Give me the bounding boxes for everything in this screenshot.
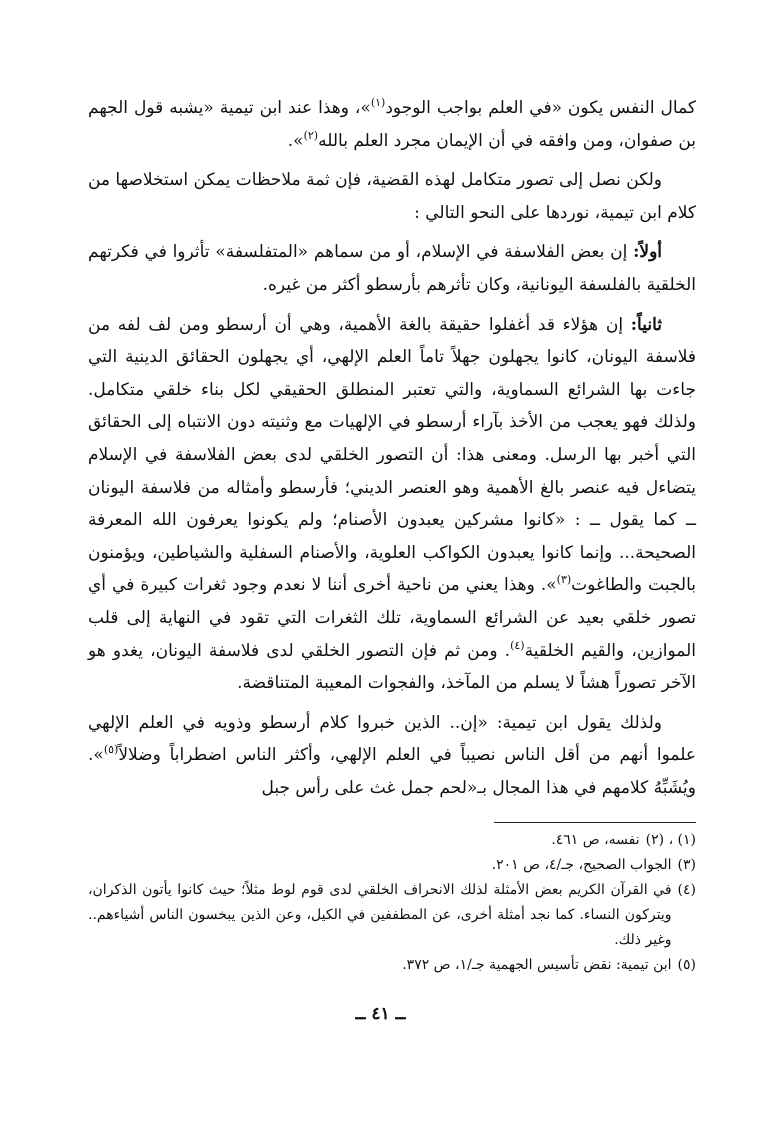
footnote	[88, 828, 696, 853]
footnote-separator	[494, 822, 696, 823]
footnote	[88, 953, 696, 978]
paragraph-text: كمال النفس يكون «في العلم بواجب الوجود	[385, 98, 697, 118]
footnote-marker: (٣)	[556, 573, 572, 587]
footnote-number: (٣)	[677, 857, 696, 873]
paragraph	[88, 164, 696, 229]
footnote-number: (١) ، (٢)	[645, 832, 696, 848]
paragraph-text: ولكن نصل إلى تصور متكامل لهذه القضية، فإن ثمة ملاحظات يمكن استخلاصها من كلام ابن تيمية، نوردها على النحو التالي :	[87, 170, 696, 223]
paragraph	[88, 707, 696, 805]
footnote-marker: (٢)	[303, 128, 319, 142]
paragraph	[88, 309, 696, 700]
footnote	[88, 853, 696, 878]
paragraph-text: ». وهذا يعني من ناحية أخرى أننا لا نعدم وجود ثغرات كبيرة في أي تصور خلقي بعيد عن الشرائع السماوية، تلك الثغرات التي تقود في النهاية إلى قلب الموازين، والقيم الخلقية	[88, 575, 696, 661]
paragraph-text: إن هؤلاء قد أغفلوا حقيقة بالغة الأهمية، وهي أن أرسطو ومن لف لفه من فلاسفة اليونان، كانوا يجهلون جهلاً تاماً العلم الإلهي، أي يجهلون الحقائق الدينية التي جاءت بها الشرائع السماوية، والتي تعتبر المنطلق الحقيقي لكل بناء خلقي متكامل. ولذلك فهو يعجب من الأخذ بآراء أرسطو في الإلهيات مع وثنيته دون الانتباه إلى الحقائق التي أخبر بها الرسل. ومعنى هذا: أن التصور الخلقي لدى بعض الفلاسفة في الإسلام يتضاءل فيه عنصر بالغ الأهمية وهو العنصر الديني؛ فأرسطو وأمثاله من فلاسفة اليونان ــ كما يقول ــ : «كانوا مشركين يعبدون الأصنام؛ ولم يكونوا يعرفون الله المعرفة الصحيحة... وإنما كانوا يعبدون الكواكب العلوية، والأصنام السفلية والشياطين، ويؤمنون بالجبت والطاغوت	[88, 314, 696, 596]
footnote-marker: (١)	[370, 96, 386, 109]
footnote-marker: (٥)	[103, 743, 119, 757]
paragraph-text: ». ويُشَبِّهُ كلامهم في هذا المجال بـ«لحم جمل غث على رأس جبل	[88, 745, 696, 798]
paragraph-text: »، وهذا عند ابن تيمية «يشبه قول الجهم بن صفوان، ومن وافقه في أن الإيمان مجرد العلم بالله	[88, 98, 696, 151]
paragraph	[88, 236, 696, 301]
footnote-text: الجواب الصحيح، جـ/٤، ص ٢٠١.	[491, 857, 672, 873]
footnote-text: في القرآن الكريم بعض الأمثلة لذلك الانحراف الخلقي لدى قوم لوط مثلاً؛ حيث كانوا يأتون الذكران، ويتركون النساء. كما نجد أمثلة أخرى، عن المطففين في الكيل، وعن الذين يبخسون الناس أشياءهم.. وغير ذلك.	[88, 882, 672, 948]
paragraph-text: . ومن ثم فإن التصور الخلقي لدى فلاسفة اليونان، يغدو هو الآخر تصوراً هشاً لا يسلم من المآخذ، والفجوات المعيبة المتناقضة.	[88, 640, 696, 694]
footnote-text: ابن تيمية: نقض تأسيس الجهمية جـ/١، ص ٣٧٢.	[402, 957, 672, 973]
footnote-number: (٥)	[677, 957, 696, 973]
paragraph	[88, 92, 696, 157]
footnote-text: نفسه، ص ٤٦١.	[551, 832, 640, 848]
footnotes	[88, 828, 696, 978]
footnote-number: (٤)	[677, 882, 696, 898]
paragraph-text: ».	[287, 130, 304, 151]
body-text	[88, 92, 696, 811]
footnote-marker: (٤)	[510, 638, 525, 652]
paragraph-lead: ثانياً:	[630, 314, 662, 335]
page-number: ــ ٤١ ــ	[355, 1004, 406, 1024]
paragraph-text: ولذلك يقول ابن تيمية: «إن.. الذين خبروا كلام أرسطو وذويه في العلم الإلهي علموا أنهم من أقل الناس نصيباً في العلم الإلهي، وأكثر الناس اضطراباً وضلالاً	[88, 712, 696, 766]
footnote	[88, 878, 696, 953]
paragraph-text: إن بعض الفلاسفة في الإسلام، أو من سماهم «المتفلسفة» تأثروا في فكرتهم الخلقية بالفلسفة اليونانية، وكان تأثرهم بأرسطو أكثر من غيره.	[88, 242, 696, 295]
paragraph-lead: أولاً:	[633, 242, 662, 263]
